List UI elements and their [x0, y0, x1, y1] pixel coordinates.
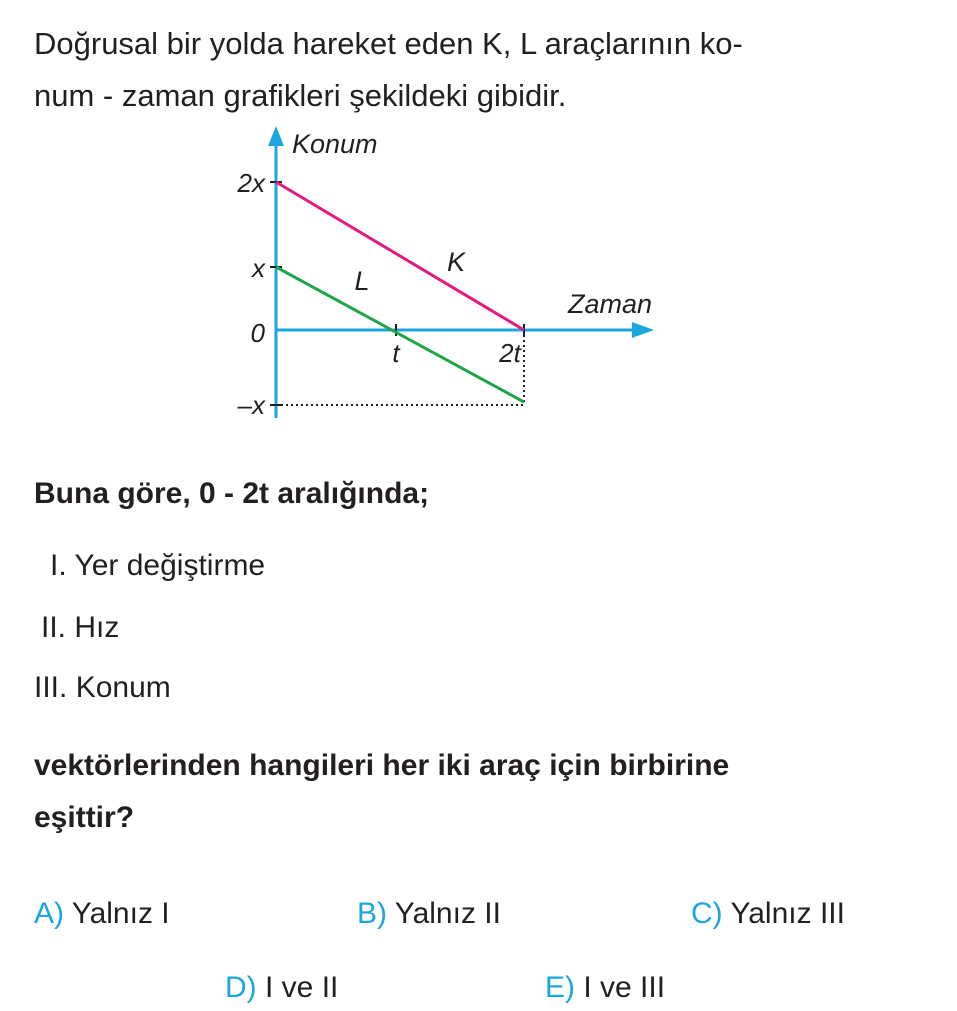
option-text: Yalnız II	[394, 897, 501, 930]
option-letter: C)	[691, 897, 723, 930]
y-axis-arrow-icon	[268, 126, 284, 146]
intro-line-2: num - zaman grafikleri şekildeki gibidir.	[34, 78, 567, 113]
series-k-line	[276, 182, 524, 330]
statement-2	[41, 608, 119, 648]
y-tick-label-0: 0	[250, 318, 265, 348]
statement-3	[34, 668, 171, 708]
option-text: Yalnız I	[71, 897, 170, 930]
option-text: I ve II	[265, 971, 339, 1004]
option-d[interactable]	[225, 968, 338, 1008]
series-l-line	[276, 267, 524, 402]
option-a[interactable]	[34, 894, 170, 934]
series-l-label: L	[354, 266, 370, 296]
statement-number: I.	[50, 549, 67, 582]
statement-number: III.	[34, 671, 68, 704]
series-k-label: K	[446, 247, 466, 277]
x-axis-arrow-icon	[632, 322, 654, 338]
x-axis-label: Zaman	[568, 289, 653, 319]
statement-text: Hız	[74, 611, 120, 644]
x-tick-label-t: t	[392, 338, 400, 368]
option-b[interactable]	[357, 894, 501, 934]
y-tick-label-x: x	[252, 253, 265, 283]
y-tick-label-neg-x: –x	[237, 390, 265, 420]
intro-line-1: Doğrusal bir yolda hareket eden K, L araçlarının ko-	[34, 26, 743, 61]
x-tick-label-2t: 2t	[499, 338, 521, 368]
statement-text: Yer değiştirme	[74, 549, 266, 582]
question-stem: Buna göre, 0 - 2t aralığında;	[34, 477, 430, 510]
statement-number: II.	[41, 611, 67, 644]
prompt-line-1: vektörlerinden hangileri her iki araç için birbirine	[34, 749, 730, 782]
option-text: I ve III	[583, 971, 666, 1004]
question-prompt	[34, 740, 914, 844]
option-letter: E)	[545, 971, 575, 1004]
option-letter: D)	[225, 971, 257, 1004]
option-letter: B)	[357, 897, 387, 930]
option-c[interactable]	[691, 894, 845, 934]
statement-1	[50, 546, 265, 586]
prompt-line-2: eşittir?	[34, 801, 135, 834]
option-text: Yalnız III	[730, 897, 845, 930]
option-e[interactable]	[545, 968, 665, 1008]
y-axis-label: Konum	[292, 129, 378, 159]
option-letter: A)	[34, 897, 64, 930]
y-tick-label-2x: 2x	[237, 168, 265, 198]
statement-text: Konum	[75, 671, 171, 704]
